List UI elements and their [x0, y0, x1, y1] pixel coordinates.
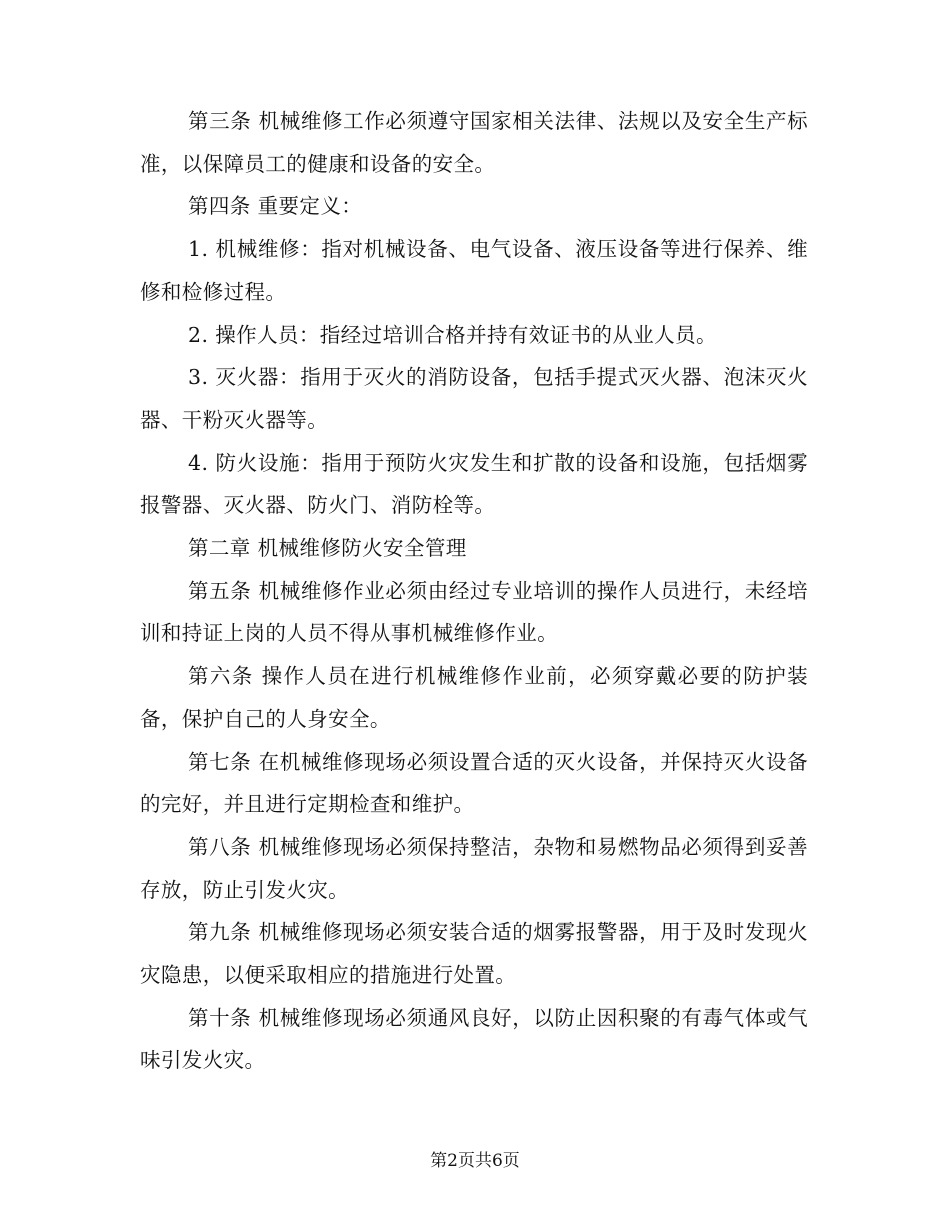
article-9-paragraph: 第九条 机械维修现场必须安装合适的烟雾报警器，用于及时发现火灾隐患，以便采取相应的措施进行处置。	[140, 920, 808, 988]
chapter-2-heading: 第二章 机械维修防火安全管理	[188, 536, 467, 561]
definition-3-paragraph: 3. 灭火器：指用于灭火的消防设备，包括手提式灭火器、泡沫灭火器、干粉灭火器等。	[140, 365, 808, 432]
definition-1-paragraph: 1. 机械维修：指对机械设备、电气设备、液压设备等进行保养、维修和检修过程。	[140, 237, 808, 304]
page-number-footer: 第2页共6页	[430, 1151, 520, 1171]
article-4-heading: 第四条 重要定义：	[188, 194, 363, 219]
article-8-paragraph: 第八条 机械维修现场必须保持整洁，杂物和易燃物品必须得到妥善存放，防止引发火灾。	[140, 834, 808, 902]
article-10-paragraph: 第十条 机械维修现场必须通风良好，以防止因积聚的有毒气体或气味引发火灾。	[140, 1005, 808, 1073]
document-body	[140, 100, 808, 1082]
definition-2-paragraph: 2. 操作人员：指经过培训合格并持有效证书的从业人员。	[188, 322, 717, 347]
article-7-paragraph: 第七条 在机械维修现场必须设置合适的灭火设备，并保持灭火设备的完好，并且进行定期检查和维护。	[140, 749, 808, 817]
article-5-paragraph: 第五条 机械维修作业必须由经过专业培训的操作人员进行，未经培训和持证上岗的人员不得从事机械维修作业。	[140, 578, 808, 646]
article-6-paragraph: 第六条 操作人员在进行机械维修作业前，必须穿戴必要的防护装备，保护自己的人身安全。	[140, 664, 808, 731]
article-3-paragraph: 第三条 机械维修工作必须遵守国家相关法律、法规以及安全生产标准，以保障员工的健康和设备的安全。	[140, 109, 808, 176]
definition-4-paragraph: 4. 防火设施：指用于预防火灾发生和扩散的设备和设施，包括烟雾报警器、灭火器、防火门、消防栓等。	[140, 450, 808, 518]
